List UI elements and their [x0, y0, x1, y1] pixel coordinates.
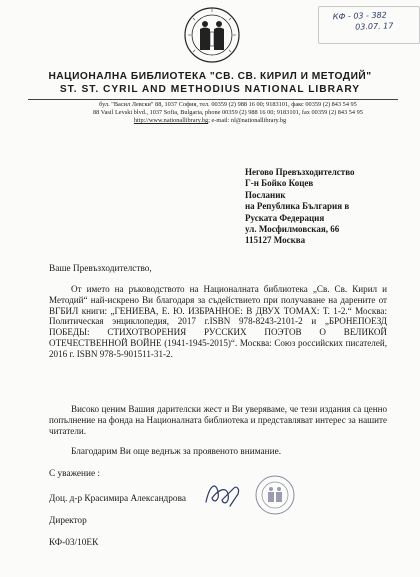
- registry-line-2: 03.07. 17: [355, 21, 394, 32]
- letterhead-divider: [28, 99, 398, 100]
- email-text: ; e-mail: nl@nationallibrary.bg: [208, 117, 287, 124]
- recipient-line: Негово Превъзходителство: [245, 167, 355, 177]
- recipient-line: Посланик: [245, 189, 286, 200]
- website-link[interactable]: http://www.nationallibrary.bg: [133, 117, 209, 124]
- address-english: 88 Vasil Levski blvd., 1037 Sofia, Bulgaria, phone 00359 (2) 988 16 00; 9183101, fax 00359 (2) 843 54 95: [93, 109, 363, 116]
- salutation: Ваше Превъзходителство,: [49, 264, 152, 274]
- body-paragraph-1: [49, 284, 387, 360]
- paragraph-text: Високо ценим Вашия дарителски жест и Ви уверяваме, че тези издания са ценно попълнение на фонда на Националната библиотека и представляват интерес за нашите читатели.: [49, 404, 387, 436]
- signer-position: Директор: [49, 516, 87, 526]
- letterhead-title-english: ST. ST. CYRIL AND METHODIUS NATIONAL LIBRARY: [59, 84, 361, 95]
- registry-line-1: КФ - 03 - 382: [332, 10, 387, 22]
- contact-line: [60, 117, 360, 125]
- recipient-line: на Република България в: [245, 201, 350, 212]
- paragraph-text: От името на ръководството на Националната библиотека „Св. Св. Кирил и Методий“ най-искрено Ви благодаря за съдействието при получаване на дарените от ВГБИЛ книги: „ГЕНИЕВА, Е. Ю. ИЗБРАННОЕ: В ДВУХ ТОМАХ: Т. 1-2.“ Москва: Политическая энциклопедия, 2017 г.ISBN 978-8243-2101-2 и „БРОНЕПОЕЗД ПОБЕДЫ: СТИХОТВОРЕНИЯ РУССКИХ ПОЭТОВ О ВЕЛИКОЙ ОТЕЧЕСТВЕННОЙ ВОЙНЕ (1941-1945-2015)“. Москва: Союз российских писателей, 2016 г. ISBN 978-5-901511-31-2.: [49, 284, 387, 359]
- signer-name: Доц. д-р Красимира Александрова: [49, 494, 186, 504]
- handwritten-signature: [200, 478, 248, 510]
- address-bulgarian: бул. "Васил Левски" 88, 1037 София, тел. 00359 (2) 988 16 00; 9183101, факс 00359 (2) 843 54 95: [99, 101, 357, 108]
- recipient-line: 115127 Москва: [245, 235, 306, 246]
- recipient-address-block: [245, 167, 415, 247]
- letterhead-title-bulgarian: НАЦИОНАЛНА БИБЛИОТЕКА "СВ. СВ. КИРИЛ И МЕТОДИЙ": [48, 71, 372, 82]
- recipient-line: ул. Мосфилмовская, 66: [245, 224, 340, 235]
- recipient-line: Руската Федерация: [245, 212, 325, 223]
- handwritten-registry-number: [333, 9, 414, 34]
- official-stamp: [254, 474, 296, 516]
- recipient-line: Г-н Бойко Коцев: [245, 178, 314, 189]
- body-paragraph-2: [49, 404, 387, 436]
- closing-line: С уважение :: [49, 469, 100, 479]
- thanks-line: Благодарим Ви още веднъж за проявеното внимание.: [71, 447, 282, 457]
- reference-code: КФ-03/10ЕК: [49, 538, 99, 548]
- library-logo-seal: [183, 6, 241, 64]
